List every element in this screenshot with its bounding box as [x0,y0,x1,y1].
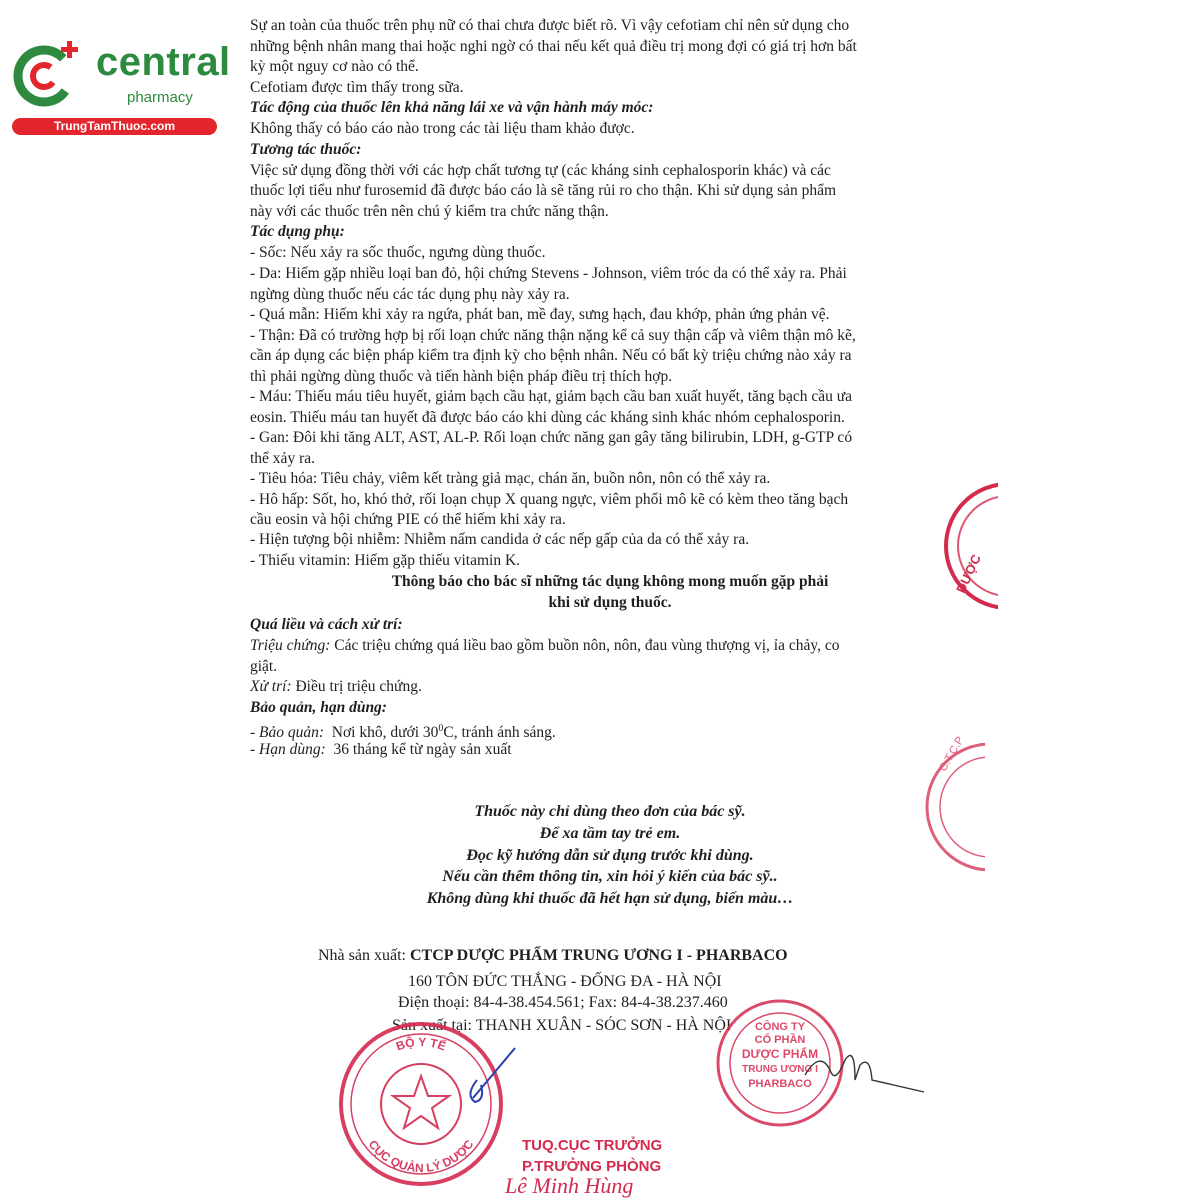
expiry-text: 36 tháng kể từ ngày sản xuất [325,741,512,758]
ministry-seal-bottom-text: CỤC QUẢN LÝ DƯỢC [365,1137,477,1176]
symptom-text: Các triệu chứng quá liều bao gồm buồn nôn, nôn, đau vùng thượng vị, ỉa chảy, co [330,637,840,654]
text-line: Sự an toàn của thuốc trên phụ nữ có thai chưa được biết rõ. Vì vậy cefotiam chỉ nên sử dụng cho [250,17,850,34]
text-line: eosin. Thiếu máu tan huyết đã được báo cáo khi dùng các kháng sinh khác nhóm cephalosporin. [250,409,845,426]
text-line: này với các thuốc trên nên chú ý kiểm tra chức năng thận. [250,203,609,220]
text-line: - Tiêu hóa: Tiêu chảy, viêm kết tràng giả mạc, chán ăn, buồn nôn, nôn có thể xảy ra. [250,470,771,487]
side-seal-2-icon [915,732,985,882]
storage-superscript: 0 [438,723,444,734]
signer-title-2: P.TRƯỞNG PHÒNG [522,1158,662,1175]
company-seal-line: DƯỢC PHẨM [741,1047,819,1061]
treatment-text: Điều trị triệu chứng. [291,678,422,695]
manufacturer-line [318,946,788,966]
ministry-seal-top-text: BỘ Y TẾ [394,1034,448,1054]
director-signature-icon [800,1040,930,1100]
manufacturer-phone: Điện thoại: 84-4-38.454.561; Fax: 84-4-38.237.460 [398,994,728,1011]
warning-line: Để xa tầm tay trẻ em. [539,825,681,842]
text-line: - Gan: Đôi khi tăng ALT, AST, AL-P. Rối loạn chức năng gan gây tăng bilirubin, LDH, g-GTP có [250,429,853,446]
logo-brand-text: central [96,40,231,84]
warning-line: Nếu cần thêm thông tin, xin hỏi ý kiến của bác sỹ.. [442,868,778,885]
text-line: Việc sử dụng đồng thời với các hợp chất tương tự (các kháng sinh cephalosporin khác) và các [250,162,831,179]
text-line: thuốc lợi tiểu như furosemid đã được báo cáo là sẽ tăng rủi ro cho thận. Khi sử dụng sản phẩm [250,182,837,199]
side-seal-text: DƯỢC [953,552,984,596]
overdose-heading: Quá liều và cách xử trí: [250,616,403,633]
text-line: cầu eosin và hội chứng PIE có thể hiếm khi xảy ra. [250,511,566,528]
manufacturer-label: Nhà sản xuất: [318,947,406,964]
text-line: thì phải ngừng dùng thuốc và tiến hành biện pháp điều trị thích hợp. [250,368,673,385]
warning-line: Thuốc này chỉ dùng theo đơn của bác sỹ. [474,803,746,820]
text-line: kỳ một nguy cơ nào có thể. [250,58,419,75]
side-seal-icon [938,476,998,616]
notice-line: Thông báo cho bác sĩ những tác dụng không mong muốn gặp phải [391,573,829,590]
signer-name: Lê Minh Hùng [505,1173,634,1198]
company-seal-line: CỔ PHẦN [754,1034,806,1046]
section-heading: Tác dụng phụ: [250,223,345,240]
storage-heading: Bảo quản, hạn dùng: [250,699,387,716]
company-seal-line: PHARBACO [748,1078,812,1090]
text-line: - Máu: Thiếu máu tiêu huyết, giảm bạch cầu hạt, giảm bạch cầu ban xuất huyết, tăng bạch cầu ưa [250,388,853,405]
treatment-label: Xử trí: [250,678,292,695]
section-heading: Tác động của thuốc lên khả năng lái xe và vận hành máy móc: [250,99,654,116]
text-line: những bệnh nhân mang thai hoặc nghi ngờ có thai nếu kết quả điều trị mong đợi có giá trị hơn bất [250,38,857,55]
notice-line: khi sử dụng thuốc. [548,594,672,611]
text-line: - Thận: Đã có trường hợp bị rối loạn chức năng thận nặng kể cả suy thận cấp và viêm thận mô kẽ, [250,327,856,344]
text-line: - Sốc: Nếu xảy ra sốc thuốc, ngưng dùng thuốc. [250,244,546,261]
text-line: - Da: Hiếm gặp nhiều loại ban đỏ, hội chứng Stevens - Johnson, viêm tróc da có thể xảy ra. Phải [250,265,847,282]
logo-mark-icon [10,38,90,118]
manufacturer-plant: Sản xuất tại: THANH XUÂN - SÓC SƠN - HÀ NỘI [392,1017,732,1034]
manufacturer-address: 160 TÔN ĐỨC THẮNG - ĐỐNG ĐA - HÀ NỘI [408,973,722,990]
text-line: - Hiện tượng bội nhiễm: Nhiễm nấm candida ở các nếp gấp của da có thể xảy ra. [250,531,750,548]
symptom-line [250,636,839,656]
signature-mark-icon [455,1040,535,1110]
expiry-line [250,740,512,760]
text-line: - Hô hấp: Sốt, ho, khó thở, rối loạn chụp X quang ngực, viêm phổi mô kẽ có kèm theo tăng bạch [250,491,849,508]
warning-line: Đọc kỹ hướng dẫn sử dụng trước khi dùng. [466,847,754,864]
text-line: - Thiếu vitamin: Hiếm gặp thiếu vitamin K. [250,552,521,569]
logo-sub-text: pharmacy [127,89,193,106]
section-heading: Tương tác thuốc: [250,141,362,158]
treatment-line [250,677,422,697]
text-line: ngừng dùng thuốc nếu các tác dụng phụ này xảy ra. [250,286,570,303]
side-seal-2-text: C.T.C.P [937,734,967,774]
text-line: - Quá mẫn: Hiếm khi xảy ra ngứa, phát ban, mề đay, sưng hạch, đau khớp, phản ứng phản vệ. [250,306,830,323]
storage-label: - Bảo quản: [250,724,325,742]
text-line: Không thấy có báo cáo nào trong các tài liệu tham khảo được. [250,120,635,137]
central-pharmacy-logo [10,34,231,136]
expiry-label: - Hạn dùng: [250,741,326,758]
manufacturer-name: CTCP DƯỢC PHẨM TRUNG ƯƠNG I - PHARBACO [405,947,788,964]
text-line: Cefotiam được tìm thấy trong sữa. [250,79,464,96]
symptom-label: Triệu chứng: [250,637,331,654]
warning-line: Không dùng khi thuốc đã hết hạn sử dụng, biến màu… [426,890,794,907]
storage-text: C, tránh ánh sáng. [443,724,556,742]
text-line: giật. [250,658,278,675]
signer-title-1: TUQ.CỤC TRƯỞNG [522,1137,663,1154]
company-seal-line: TRUNG ƯƠNG I [742,1064,818,1075]
storage-text: Nơi khô, dưới 30 [324,724,439,742]
text-line: cần áp dụng các biện pháp kiểm tra định kỳ cho bệnh nhân. Nếu có bất kỳ triệu chứng nào xảy ra [250,347,852,364]
logo-website-link[interactable]: TrungTamThuoc.com [12,118,217,135]
company-seal-line: CÔNG TY [754,1021,806,1033]
svg-text:CỤC QUẢN LÝ DƯỢC [366,1137,477,1175]
text-line: thể xảy ra. [250,450,315,467]
